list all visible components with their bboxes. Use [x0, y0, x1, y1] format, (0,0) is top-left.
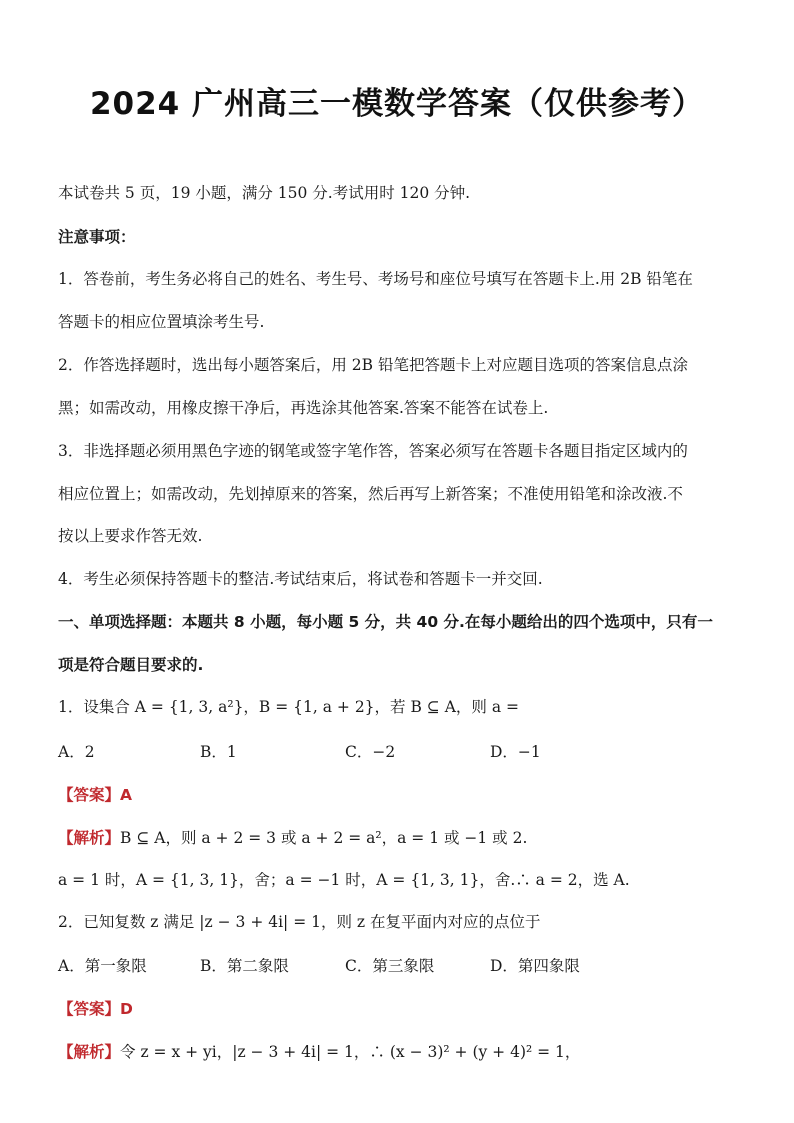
notice-line: 4．考生必须保持答题卡的整洁.考试结束后，将试卷和答题卡一并交回. [58, 570, 543, 588]
question-2-option-a: A．第一象限 [58, 957, 147, 975]
question-1-option-b: B．1 [200, 743, 237, 761]
question-2-option-d: D．第四象限 [490, 957, 580, 975]
analysis-text: 令 z = x + yi，|z − 3 + 4i| = 1，∴ (x − 3)² + (y + 4)² = 1， [120, 1043, 581, 1061]
notice-line: 相应位置上；如需改动，先划掉原来的答案，然后再写上新答案；不准使用铅笔和涂改液.不 [58, 485, 683, 503]
analysis-tag: 【解析】 [58, 1043, 121, 1061]
question-1-analysis-cont: a = 1 时，A = {1, 3, 1}，舍；a = −1 时，A = {1, 3, 1}，舍.∴ a = 2，选 A. [58, 871, 630, 889]
notice-heading: 注意事项： [58, 228, 136, 246]
answer-tag: 【答案】 [58, 1000, 121, 1018]
question-1-option-d: D．−1 [490, 743, 541, 761]
question-2-analysis [58, 1042, 580, 1062]
question-1-analysis [58, 828, 527, 848]
notice-line: 2．作答选择题时，选出每小题答案后，用 2B 铅笔把答题卡上对应题目选项的答案信息点涂 [58, 356, 688, 374]
question-1-option-c: C．−2 [345, 743, 396, 761]
notice-line: 1．答卷前，考生务必将自己的姓名、考生号、考场号和座位号填写在答题卡上.用 2B 铅笔在 [58, 270, 693, 288]
document-title: 2024 广州高三一模数学答案（仅供参考） [89, 86, 705, 122]
section-heading: 一、单项选择题：本题共 8 小题，每小题 5 分，共 40 分.在每小题给出的四个选项中，只有一 [58, 613, 713, 631]
question-1-option-a: A．2 [58, 743, 95, 761]
question-2-stem: 2．已知复数 z 满足 |z − 3 + 4i| = 1，则 z 在复平面内对应的点位于 [58, 913, 541, 931]
question-2-answer [58, 999, 133, 1019]
exam-intro: 本试卷共 5 页，19 小题，满分 150 分.考试用时 120 分钟. [58, 184, 471, 202]
answer-tag: 【答案】 [58, 786, 121, 804]
answer-value: D [120, 1000, 133, 1018]
answer-value: A [120, 786, 133, 804]
notice-line: 黑；如需改动，用橡皮擦干净后，再选涂其他答案.答案不能答在试卷上. [58, 399, 549, 417]
question-1-answer [58, 785, 132, 805]
notice-line: 答题卡的相应位置填涂考生号. [58, 313, 265, 331]
question-2-option-b: B．第二象限 [200, 957, 289, 975]
analysis-tag: 【解析】 [58, 829, 121, 847]
question-1-stem: 1．设集合 A = {1, 3, a²}，B = {1, a + 2}，若 B ⊆ A，则 a = [58, 698, 519, 716]
notice-line: 3．非选择题必须用黑色字迹的钢笔或签字笔作答，答案必须写在答题卡各题目指定区域内的 [58, 442, 688, 460]
section-heading-cont: 项是符合题目要求的. [58, 656, 204, 674]
analysis-text: B ⊆ A，则 a + 2 = 3 或 a + 2 = a²，a = 1 或 −1 或 2. [120, 829, 528, 847]
question-2-option-c: C．第三象限 [345, 957, 435, 975]
notice-line: 按以上要求作答无效. [58, 527, 203, 545]
